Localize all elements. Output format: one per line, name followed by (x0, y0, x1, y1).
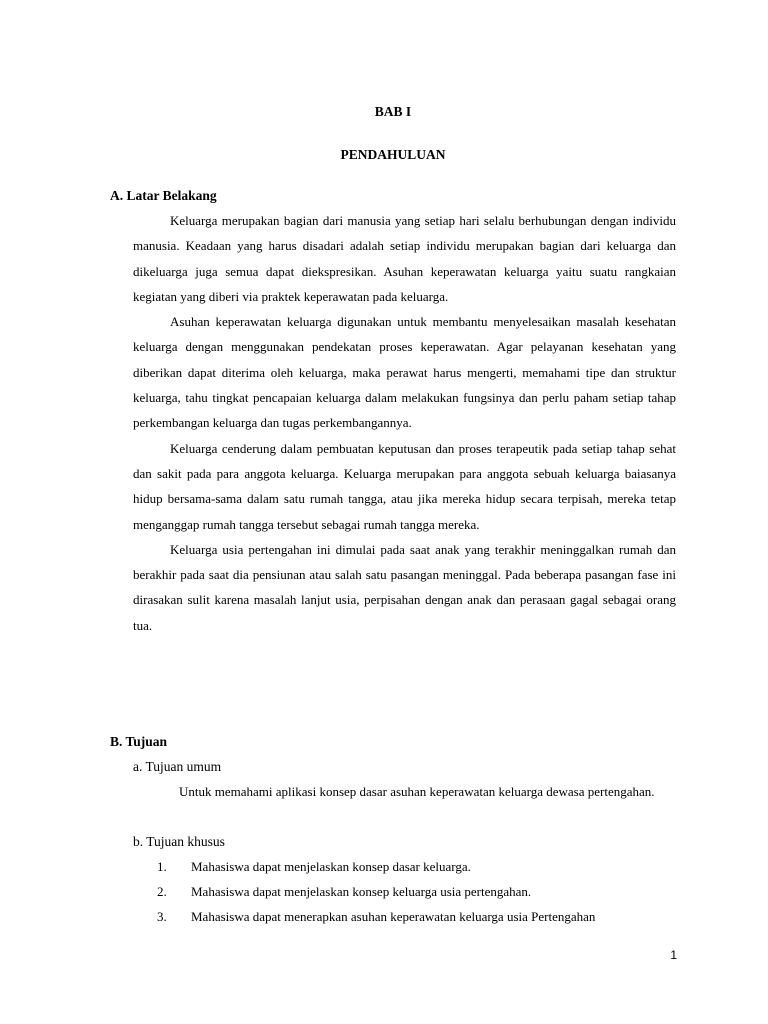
list-item-number: 3. (157, 909, 167, 924)
section-b-heading: B. Tujuan (110, 734, 168, 749)
list-item-number: 2. (157, 884, 167, 899)
paragraph-4: Keluarga usia pertengahan ini dimulai pada saat anak yang terakhir meninggalkan rumah dan berakhir pada saat dia pensiunan atau salah satu pasangan meninggal. Pada beberapa pasangan fase ini dirasakan sulit karena masalah lanjut usia, perpisahan dengan anak dan perasaan gagal sebagai orang tua. (133, 541, 676, 633)
paragraph-2: Asuhan keperawatan keluarga digunakan untuk membantu menyelesaikan masalah kesehatan keluarga dengan menggunakan pendekatan proses keperawatan. Agar pelayanan kesehatan yang diberikan dapat diterima oleh keluarga, maka perawat harus mengerti, memahami tipe dan struktur keluarga, tahu tingkat pencapaian keluarga dalam melakukan fungsinya dan perlu paham setiap tahap perkembangan keluarga dan tugas perkembangannya. (133, 314, 676, 431)
list-item-text: Mahasiswa dapat menjelaskan konsep dasar keluarga. (191, 859, 471, 874)
paragraph-1: Keluarga merupakan bagian dari manusia yang setiap hari selalu berhubungan dengan individu manusia. Keadaan yang harus disadari adalah setiap individu merupakan bagian dari keluarga dan dikeluarga juga semua dapat diekspresikan. Asuhan keperawatan keluarga yaitu suatu rangkaian kegiatan yang diberi via praktek keperawatan pada keluarga. (133, 213, 676, 304)
general-goal-label: a. Tujuan umum (133, 759, 222, 774)
list-item-text: Mahasiswa dapat menjelaskan konsep keluarga usia pertengahan. (191, 884, 532, 899)
paragraph-3: Keluarga cenderung dalam pembuatan keputusan dan proses terapeutik pada setiap tahap sehat dan sakit pada para anggota keluarga. Keluarga merupakan para anggota sebuah keluarga baiasanya hidup bersama-sama dalam satu rumah tangga, atau jika mereka hidup secara terpisah, mereka tetap menganggap rumah tangga tersebut sebagai rumah tangga mereka. (133, 440, 676, 532)
section-a-heading: A. Latar Belakang (110, 188, 217, 203)
section-a-body (133, 208, 676, 638)
list-item-text: Mahasiswa dapat menerapkan asuhan keperawatan keluarga usia Pertengahan (191, 909, 596, 924)
specific-goal-label: b. Tujuan khusus (133, 834, 225, 849)
list-item (157, 859, 677, 875)
list-item (157, 884, 677, 900)
list-item (157, 909, 677, 925)
chapter-number: BAB I (374, 104, 412, 119)
chapter-title: PENDAHULUAN (340, 147, 446, 162)
list-item-number: 1. (157, 859, 167, 874)
page-number: 1 (670, 948, 677, 962)
general-goal-text: Untuk memahami aplikasi konsep dasar asuhan keperawatan keluarga dewasa pertengahan. (179, 784, 655, 799)
